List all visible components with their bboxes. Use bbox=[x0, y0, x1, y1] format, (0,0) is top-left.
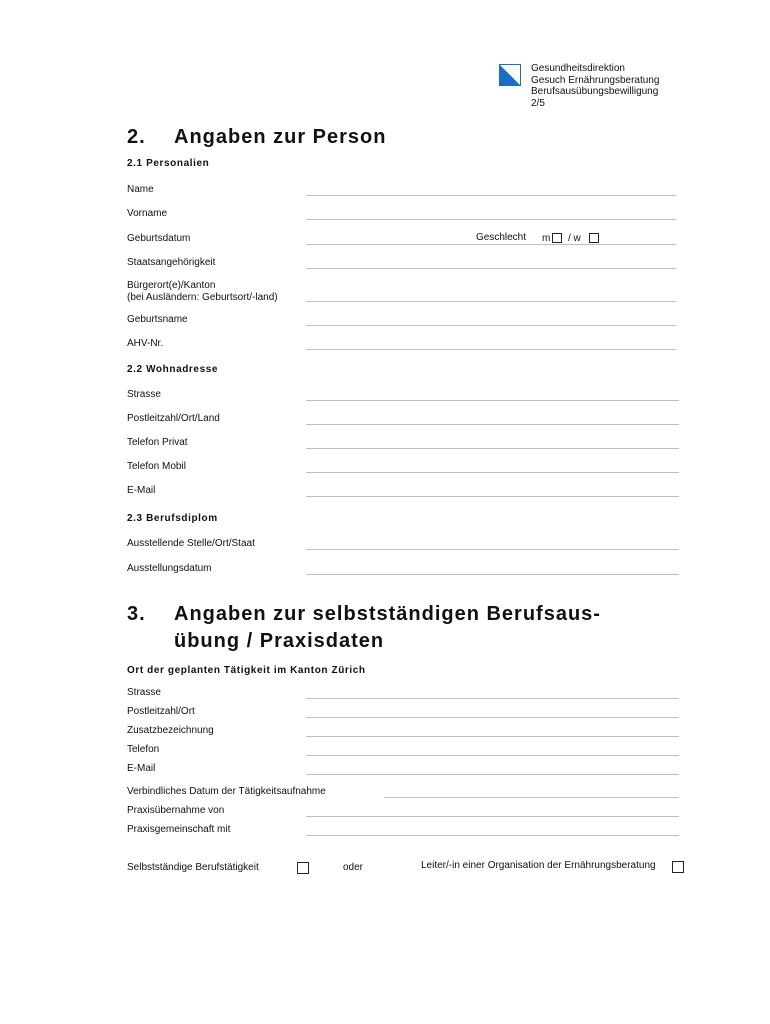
tel-mobil-label: Telefon Mobil bbox=[127, 461, 186, 472]
praxis-plz-field[interactable] bbox=[306, 717, 679, 718]
name-field[interactable] bbox=[306, 195, 676, 196]
geschlecht-m-label: m bbox=[542, 233, 551, 244]
taetigkeitsaufnahme-field[interactable] bbox=[384, 797, 679, 798]
praxisgemeinschaft-field[interactable] bbox=[306, 835, 679, 836]
geschlecht-w-checkbox[interactable] bbox=[589, 233, 599, 243]
praxis-strasse-label: Strasse bbox=[127, 687, 161, 698]
buergerort-label-line1: Bürgerort(e)/Kanton bbox=[127, 280, 216, 291]
praxisuebernahme-field[interactable] bbox=[306, 816, 679, 817]
name-label: Name bbox=[127, 184, 154, 195]
oder-label: oder bbox=[343, 862, 364, 873]
wohn-email-field[interactable] bbox=[306, 496, 679, 497]
ahv-field[interactable] bbox=[306, 349, 676, 350]
geburtsname-label: Geburtsname bbox=[127, 314, 188, 325]
praxisuebernahme-label: Praxisübernahme von bbox=[127, 805, 225, 816]
diplom-datum-label: Ausstellungsdatum bbox=[127, 563, 212, 574]
staatsangehoerigkeit-label: Staatsangehörigkeit bbox=[127, 257, 216, 268]
praxis-telefon-field[interactable] bbox=[306, 755, 679, 756]
section-2-title: Angaben zur Person bbox=[174, 126, 387, 148]
zusatz-field[interactable] bbox=[306, 736, 679, 737]
tel-mobil-field[interactable] bbox=[306, 472, 679, 473]
geburtsname-field[interactable] bbox=[306, 325, 676, 326]
praxis-strasse-field[interactable] bbox=[306, 698, 679, 699]
section-3-title-line2: übung / Praxisdaten bbox=[174, 630, 385, 652]
leiter-organisation-checkbox[interactable] bbox=[672, 861, 684, 873]
selbststaendig-label: Selbstständige Berufstätigkeit bbox=[127, 862, 259, 873]
geschlecht-m-checkbox[interactable] bbox=[552, 233, 562, 243]
praxis-email-field[interactable] bbox=[306, 774, 679, 775]
praxisgemeinschaft-label: Praxisgemeinschaft mit bbox=[127, 824, 231, 835]
ahv-label: AHV-Nr. bbox=[127, 338, 164, 349]
wohn-email-label: E-Mail bbox=[127, 485, 156, 496]
leiter-organisation-label: Leiter/-in einer Organisation der Ernährungsberatung bbox=[421, 860, 656, 871]
tel-privat-field[interactable] bbox=[306, 448, 679, 449]
section-2-number: 2. bbox=[127, 126, 146, 148]
zusatz-label: Zusatzbezeichnung bbox=[127, 725, 214, 736]
subsection-wohnadresse-heading: 2.2 Wohnadresse bbox=[127, 364, 219, 375]
diplom-stelle-field[interactable] bbox=[306, 549, 679, 550]
vorname-field[interactable] bbox=[306, 219, 676, 220]
praxis-telefon-label: Telefon bbox=[127, 744, 160, 755]
wohn-strasse-label: Strasse bbox=[127, 389, 161, 400]
geburtsdatum-label: Geburtsdatum bbox=[127, 233, 191, 244]
canton-zurich-logo-icon bbox=[499, 64, 521, 86]
section-3-heading bbox=[127, 603, 687, 655]
geburtsdatum-field[interactable] bbox=[306, 244, 676, 245]
header-form-subtitle: Berufsausübungsbewilligung bbox=[531, 86, 659, 97]
wohn-plz-label: Postleitzahl/Ort/Land bbox=[127, 413, 220, 424]
vorname-label: Vorname bbox=[127, 208, 168, 219]
taetigkeitsaufnahme-label: Verbindliches Datum der Tätigkeitsaufnahme bbox=[127, 786, 326, 797]
wohn-plz-field[interactable] bbox=[306, 424, 679, 425]
ort-taetigkeit-heading: Ort der geplanten Tätigkeit im Kanton Zürich bbox=[127, 665, 366, 676]
staatsangehoerigkeit-field[interactable] bbox=[306, 268, 676, 269]
section-3-title-line1: Angaben zur selbstständigen Berufsaus- bbox=[174, 603, 601, 625]
section-2-heading bbox=[127, 126, 527, 150]
tel-privat-label: Telefon Privat bbox=[127, 437, 188, 448]
selbststaendig-checkbox[interactable] bbox=[297, 862, 309, 874]
geschlecht-label: Geschlecht bbox=[476, 232, 527, 243]
buergerort-label-line2: (bei Ausländern: Geburtsort/-land) bbox=[127, 292, 278, 303]
diplom-stelle-label: Ausstellende Stelle/Ort/Staat bbox=[127, 538, 255, 549]
subsection-personalien-heading: 2.1 Personalien bbox=[127, 158, 210, 169]
section-3-number: 3. bbox=[127, 603, 146, 625]
praxis-email-label: E-Mail bbox=[127, 763, 156, 774]
praxis-plz-label: Postleitzahl/Ort bbox=[127, 706, 195, 717]
buergerort-field[interactable] bbox=[306, 301, 676, 302]
geschlecht-w-label: / w bbox=[568, 233, 581, 244]
document-header bbox=[531, 63, 659, 109]
diplom-datum-field[interactable] bbox=[306, 574, 679, 575]
subsection-berufsdiplom-heading: 2.3 Berufsdiplom bbox=[127, 513, 218, 524]
buergerort-label bbox=[127, 280, 278, 304]
header-form-title: Gesuch Ernährungsberatung bbox=[531, 74, 660, 86]
header-department: Gesundheitsdirektion bbox=[531, 63, 625, 74]
wohn-strasse-field[interactable] bbox=[306, 400, 679, 401]
header-page-number: 2/5 bbox=[531, 97, 545, 109]
